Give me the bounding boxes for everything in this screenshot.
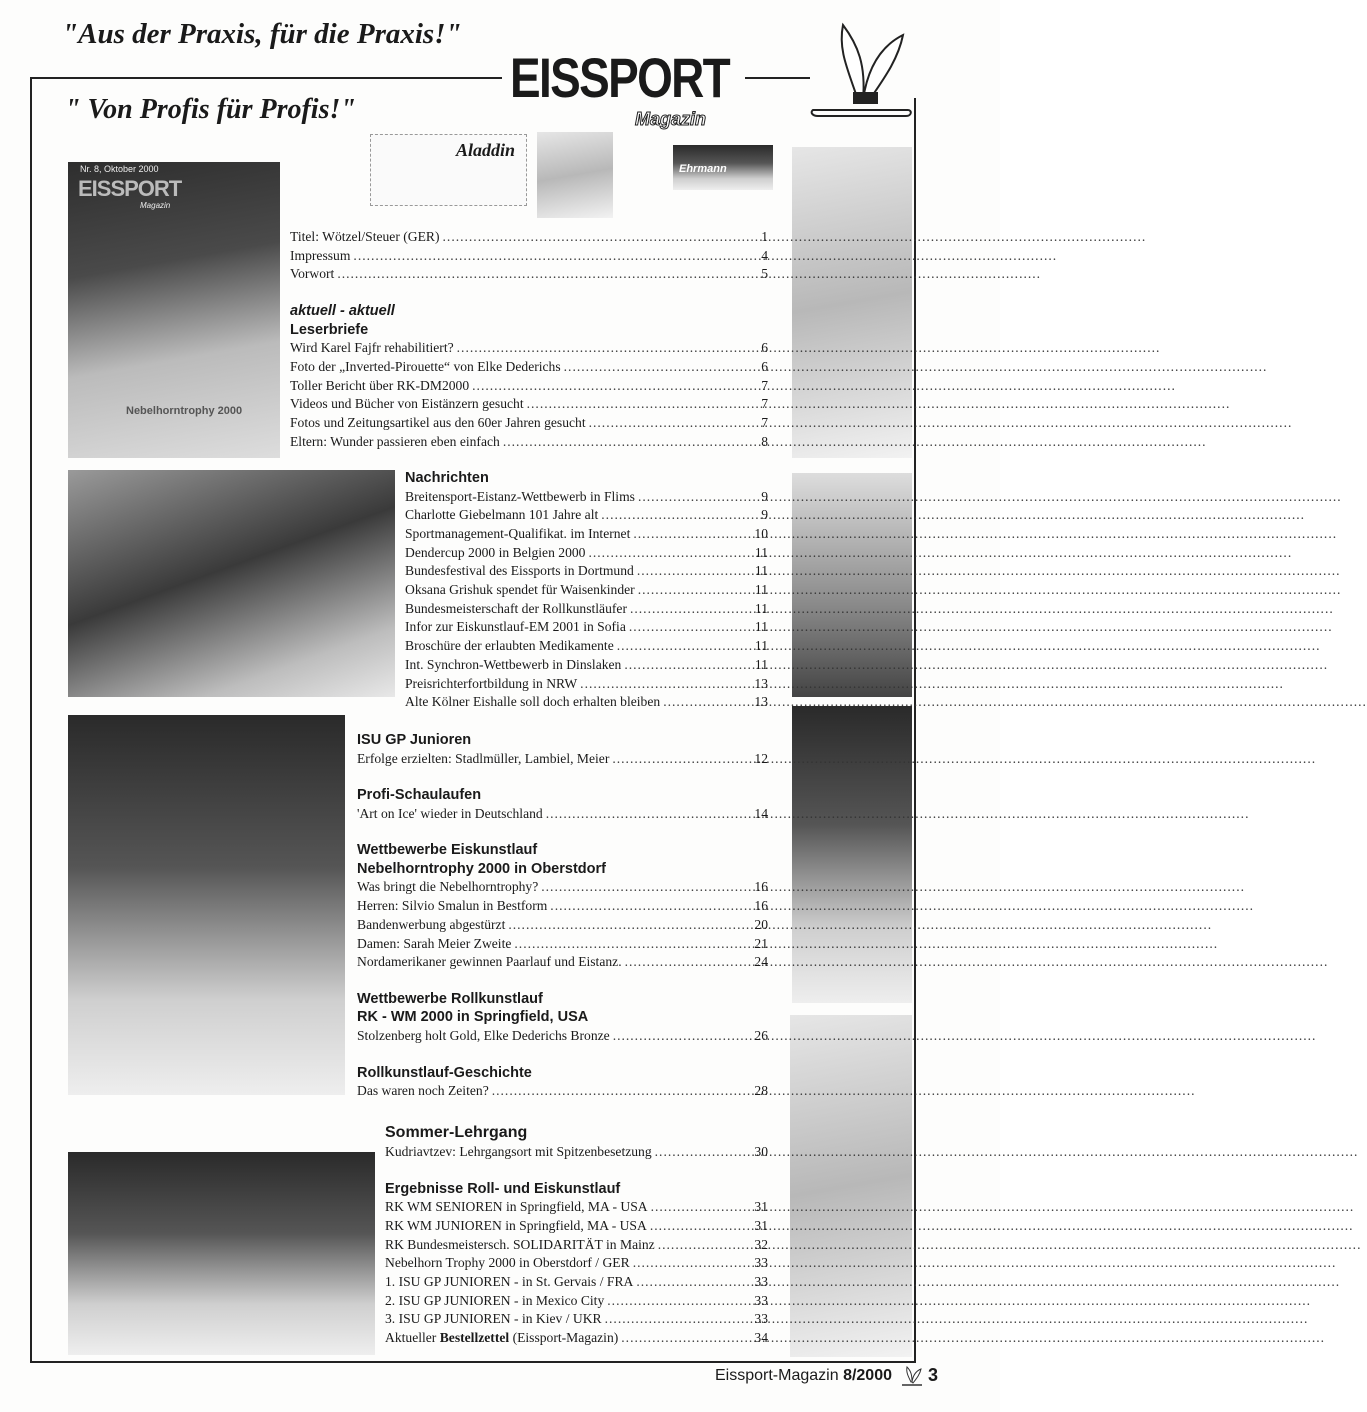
magazine-cover-image <box>68 162 280 458</box>
dot-leader <box>601 506 759 525</box>
toc-entry[interactable] <box>385 1217 768 1236</box>
toc-entry[interactable] <box>405 637 768 656</box>
toc-entry-page: 21 <box>754 935 768 951</box>
toc-entry-page: 33 <box>754 1274 768 1290</box>
toc-entry[interactable] <box>385 1198 768 1217</box>
toc-entry[interactable] <box>290 228 768 247</box>
group-skaters-photo <box>68 470 395 697</box>
toc-entry-title: Vorwort <box>290 266 335 282</box>
frame-right <box>914 98 916 1363</box>
dot-leader <box>508 916 752 935</box>
toc-entry-page: 34 <box>754 1330 768 1346</box>
toc-entry-page: 26 <box>754 1027 768 1043</box>
dot-leader <box>637 562 753 581</box>
toc-entry-page: 11 <box>754 600 768 616</box>
dot-leader <box>564 358 760 377</box>
toc-entry[interactable] <box>405 562 768 581</box>
toc-entry[interactable] <box>385 1254 768 1273</box>
dot-leader <box>650 1217 753 1236</box>
toc-entry[interactable] <box>357 1082 768 1101</box>
toc-entry-title: Preisrichterfortbildung in NRW <box>405 675 578 691</box>
toc-entry-page: 7 <box>761 414 768 430</box>
toc-block-nachrichten <box>405 469 768 712</box>
dot-leader <box>605 1310 753 1329</box>
frame-bottom <box>30 1361 916 1363</box>
skater-photo-1 <box>792 147 912 458</box>
toc-entry-title: Breitensport-Eistanz-Wettbewerb in Flims <box>405 488 635 504</box>
dot-leader <box>589 414 760 433</box>
toc-entry-page: 4 <box>761 247 768 263</box>
slogan-top: "Aus der Praxis, für die Praxis!" <box>62 18 462 50</box>
toc-entry-title: Int. Synchron-Wettbewerb in Dinslaken <box>405 656 622 672</box>
dot-leader <box>492 1082 753 1101</box>
toc-entry[interactable] <box>290 377 768 396</box>
toc-entry[interactable] <box>290 247 768 266</box>
section-heading: Nebelhorntrophy 2000 in Oberstdorf <box>357 860 606 877</box>
toc-entry-page: 33 <box>754 1292 768 1308</box>
toc-entry[interactable] <box>385 1310 768 1329</box>
dot-leader <box>353 247 759 266</box>
ehrmann-photo <box>673 145 773 190</box>
toc-entry[interactable] <box>385 1273 768 1292</box>
toc-entry-page: 9 <box>761 488 768 504</box>
toc-entry[interactable] <box>290 265 768 284</box>
toc-entry[interactable] <box>357 916 768 935</box>
dot-leader <box>625 953 753 972</box>
toc-entry-title: 1. ISU GP JUNIOREN - in St. Gervais / FRA <box>385 1274 634 1290</box>
toc-block-competitions <box>357 731 768 1101</box>
toc-entry-page: 11 <box>754 619 768 635</box>
frame-top-right <box>745 77 810 79</box>
dot-leader <box>633 525 752 544</box>
toc-entry-title: Nebelhorn Trophy 2000 in Oberstdorf / GER <box>385 1255 630 1271</box>
toc-entry-title: Herren: Silvio Smalun in Bestform <box>357 898 548 914</box>
dot-leader <box>541 878 752 897</box>
toc-entry[interactable] <box>385 1292 768 1311</box>
dot-leader <box>624 656 753 675</box>
toc-block-intro <box>290 228 768 451</box>
toc-entry[interactable] <box>385 1143 768 1162</box>
toc-entry-page: 6 <box>761 358 768 374</box>
toc-entry[interactable] <box>357 1027 768 1046</box>
dot-leader <box>550 897 752 916</box>
section-gap <box>357 972 768 990</box>
eissport-logo <box>510 46 745 132</box>
winged-skate-icon <box>808 20 913 120</box>
toc-entry-page: 5 <box>761 266 768 282</box>
logo-sub: Magazin <box>635 109 707 129</box>
aladdin-logo-text: Aladdin <box>456 140 516 160</box>
cover-issue: Nr. 8, Oktober 2000 <box>80 164 159 174</box>
portrait-photo <box>537 132 613 218</box>
section-gap <box>290 284 768 302</box>
toc-entry-page: 11 <box>754 544 768 560</box>
toc-entry-page: 8 <box>761 433 768 449</box>
toc-entry[interactable] <box>385 1236 768 1255</box>
section-heading: Wettbewerbe Eiskunstlauf <box>357 842 538 859</box>
dot-leader <box>457 339 760 358</box>
dot-leader <box>588 544 752 563</box>
toc-entry-page: 11 <box>754 563 768 579</box>
toc-entry[interactable] <box>290 339 768 358</box>
toc-entry-title: Bandenwerbung abgestürzt <box>357 916 506 932</box>
cover-caption: Nebelhorntrophy 2000 <box>126 405 243 417</box>
toc-entry-title: 3. ISU GP JUNIOREN - in Kiev / UKR <box>385 1311 602 1327</box>
toc-entry-title: Eltern: Wunder passieren eben einfach <box>290 433 500 449</box>
toc-entry-page: 1 <box>761 229 768 244</box>
section-heading: Ergebnisse Roll- und Eiskunstlauf <box>385 1180 621 1197</box>
toc-entry-page: 31 <box>754 1217 768 1233</box>
dot-leader <box>546 805 753 824</box>
toc-entry[interactable] <box>357 935 768 954</box>
dot-leader <box>658 1236 753 1255</box>
toc-entry-title: Erfolge erzielten: Stadlmüller, Lambiel, Meier <box>357 750 610 766</box>
dot-leader <box>663 693 752 712</box>
dot-leader <box>527 395 760 414</box>
toc-entry-title: Foto der „Inverted-Pirouette“ von Elke Dederichs <box>290 358 561 374</box>
section-heading: aktuell - aktuell <box>290 303 395 320</box>
toc-entry-title: Kudriavtzev: Lehrgangsort mit Spitzenbesetzung <box>385 1144 652 1159</box>
dot-leader <box>633 1254 753 1273</box>
toc-entry[interactable] <box>405 581 768 600</box>
section-heading: Leserbriefe <box>290 321 369 338</box>
section-heading: ISU GP Junioren <box>357 732 472 748</box>
toc-entry-title: Toller Bericht über RK-DM2000 <box>290 377 470 393</box>
dot-leader <box>638 581 753 600</box>
toc-entry[interactable] <box>385 1329 768 1348</box>
dot-leader <box>443 228 760 247</box>
toc-entry-page: 20 <box>754 916 768 932</box>
toc-entry[interactable] <box>290 395 768 414</box>
toc-entry[interactable] <box>290 414 768 433</box>
dot-leader <box>612 750 752 769</box>
toc-entry-title: RK Bundesmeistersch. SOLIDARITÄT in Mainz <box>385 1236 655 1252</box>
dot-leader <box>638 488 759 507</box>
dot-leader <box>651 1198 753 1217</box>
toc-entry-title: Alte Kölner Eishalle soll doch erhalten bleiben <box>405 694 661 710</box>
toc-entry[interactable] <box>405 618 768 637</box>
toc-entry-title: Das waren noch Zeiten? <box>357 1083 489 1099</box>
toc-entry[interactable] <box>290 358 768 377</box>
dot-leader <box>514 935 752 954</box>
toc-entry-title: Nordamerikaner gewinnen Paarlauf und Eistanz. <box>357 954 622 970</box>
toc-entry-title: 'Art on Ice' wieder in Deutschland <box>357 805 543 821</box>
dot-leader <box>580 675 752 694</box>
toc-entry-title: 2. ISU GP JUNIOREN - in Mexico City <box>385 1292 605 1308</box>
toc-entry-page: 28 <box>754 1083 768 1099</box>
aladdin-logo-image <box>370 134 527 206</box>
toc-entry-title: RK WM SENIOREN in Springfield, MA - USA <box>385 1199 648 1215</box>
toc-entry-title: Wird Karel Fajfr rehabilitiert? <box>290 340 454 356</box>
dot-leader <box>503 433 759 452</box>
section-heading: Nachrichten <box>405 470 489 486</box>
toc-entry[interactable] <box>405 675 768 694</box>
toc-entry[interactable] <box>405 488 768 507</box>
section-heading: Wettbewerbe Rollkunstlauf <box>357 990 543 1007</box>
toc-entry-title: Impressum <box>290 247 351 263</box>
dot-leader <box>621 1329 752 1348</box>
toc-entry-page: 9 <box>761 507 768 523</box>
dot-leader <box>629 618 753 637</box>
section-gap <box>385 1162 768 1180</box>
show-skaters-photo <box>68 1152 375 1355</box>
dot-leader <box>472 377 759 396</box>
toc-entry-page: 24 <box>754 954 768 970</box>
toc-entry-page: 14 <box>754 805 768 821</box>
footer-magazine: Eissport-Magazin <box>715 1367 839 1384</box>
toc-entry-title: Charlotte Giebelmann 101 Jahre alt <box>405 507 599 523</box>
dot-leader <box>655 1143 753 1162</box>
toc-entry[interactable] <box>290 433 768 452</box>
toc-entry-page: 16 <box>754 898 768 914</box>
ehrmann-logo-text: Ehrmann <box>679 163 727 175</box>
dot-leader <box>607 1292 752 1311</box>
toc-entry-page: 7 <box>761 396 768 412</box>
toc-entry-page: 32 <box>754 1236 768 1252</box>
toc-entry[interactable] <box>405 525 768 544</box>
toc-entry-title: Oksana Grishuk spendet für Waisenkinder <box>405 582 635 598</box>
toc-entry-title: Damen: Sarah Meier Zweite <box>357 935 512 951</box>
toc-entry[interactable] <box>357 953 768 972</box>
toc-entry-title: Bundesmeisterschaft der Rollkunstläufer <box>405 600 627 616</box>
toc-entry[interactable] <box>357 878 768 897</box>
dot-leader <box>337 265 759 284</box>
frame-left <box>30 77 32 1363</box>
male-skater-photo <box>68 715 345 1095</box>
page-footer <box>715 1367 892 1385</box>
toc-entry-title: Videos und Bücher von Eistänzern gesucht <box>290 396 524 412</box>
dot-leader <box>630 600 753 619</box>
toc-entry-title: Dendercup 2000 in Belgien 2000 <box>405 544 586 560</box>
toc-entry-page: 11 <box>754 582 768 598</box>
dot-leader <box>613 1027 753 1046</box>
slogan-box: " Von Profis für Profis!" <box>65 94 356 125</box>
section-heading: RK - WM 2000 in Springfield, USA <box>357 1009 589 1026</box>
section-gap <box>357 1046 768 1064</box>
toc-entry-page: 7 <box>761 377 768 393</box>
toc-entry[interactable] <box>405 693 768 712</box>
toc-entry-page: 13 <box>754 675 768 691</box>
toc-entry-title: Fotos und Zeitungsartikel aus den 60er Jahren gesucht <box>290 414 586 430</box>
toc-entry[interactable] <box>405 506 768 525</box>
toc-entry-page: 31 <box>754 1199 768 1215</box>
toc-entry-page: 11 <box>754 656 768 672</box>
toc-entry-page: 30 <box>754 1144 768 1159</box>
toc-entry-page: 12 <box>754 750 768 766</box>
toc-entry-title: Aktueller Bestellzettel (Eissport-Magazin) <box>385 1330 619 1346</box>
toc-entry-page: 33 <box>754 1255 768 1271</box>
toc-block-results <box>385 1123 768 1348</box>
dot-leader <box>636 1273 752 1292</box>
toc-entry-title: Was bringt die Nebelhorntrophy? <box>357 879 539 895</box>
section-gap <box>357 823 768 841</box>
toc-entry-page: 33 <box>754 1311 768 1327</box>
logo-main: EISSPORT <box>510 46 730 109</box>
footer-issue: 8/2000 <box>843 1367 892 1384</box>
section-heading: Sommer-Lehrgang <box>385 1124 528 1141</box>
toc-entry-title: RK WM JUNIOREN in Springfield, MA - USA <box>385 1217 647 1233</box>
toc-entry-title: Sportmanagement-Qualifikat. im Internet <box>405 525 631 541</box>
toc-entry-title: Bundesfestival des Eissports in Dortmund <box>405 563 634 579</box>
page-number: 3 <box>928 1365 939 1385</box>
toc-entry-page: 10 <box>754 525 768 541</box>
cover-subtitle: Magazin <box>140 201 171 210</box>
section-gap <box>357 768 768 786</box>
toc-entry-page: 6 <box>761 340 768 356</box>
toc-entry[interactable] <box>405 544 768 563</box>
toc-entry-page: 16 <box>754 879 768 895</box>
section-heading: Rollkunstlauf-Geschichte <box>357 1064 532 1081</box>
toc-entry[interactable] <box>405 656 768 675</box>
toc-entry[interactable] <box>357 805 768 824</box>
frame-top-left <box>30 77 502 79</box>
dot-leader <box>617 637 753 656</box>
toc-entry-page: 13 <box>754 694 768 710</box>
section-heading: Profi-Schaulaufen <box>357 787 482 804</box>
toc-entry-title: Stolzenberg holt Gold, Elke Dederichs Bronze <box>357 1027 610 1043</box>
toc-entry-title: Infor zur Eiskunstlauf-EM 2001 in Sofia <box>405 619 626 635</box>
toc-entry-title: Titel: Wötzel/Steuer (GER) <box>290 229 440 244</box>
winged-skate-small-icon <box>900 1366 922 1388</box>
toc-entry-page: 11 <box>754 638 768 654</box>
cover-title: EISSPORT <box>78 176 182 201</box>
toc-entry[interactable] <box>357 897 768 916</box>
toc-entry-title: Broschüre der erlaubten Medikamente <box>405 638 614 654</box>
toc-entry[interactable] <box>357 750 768 769</box>
toc-entry[interactable] <box>405 600 768 619</box>
